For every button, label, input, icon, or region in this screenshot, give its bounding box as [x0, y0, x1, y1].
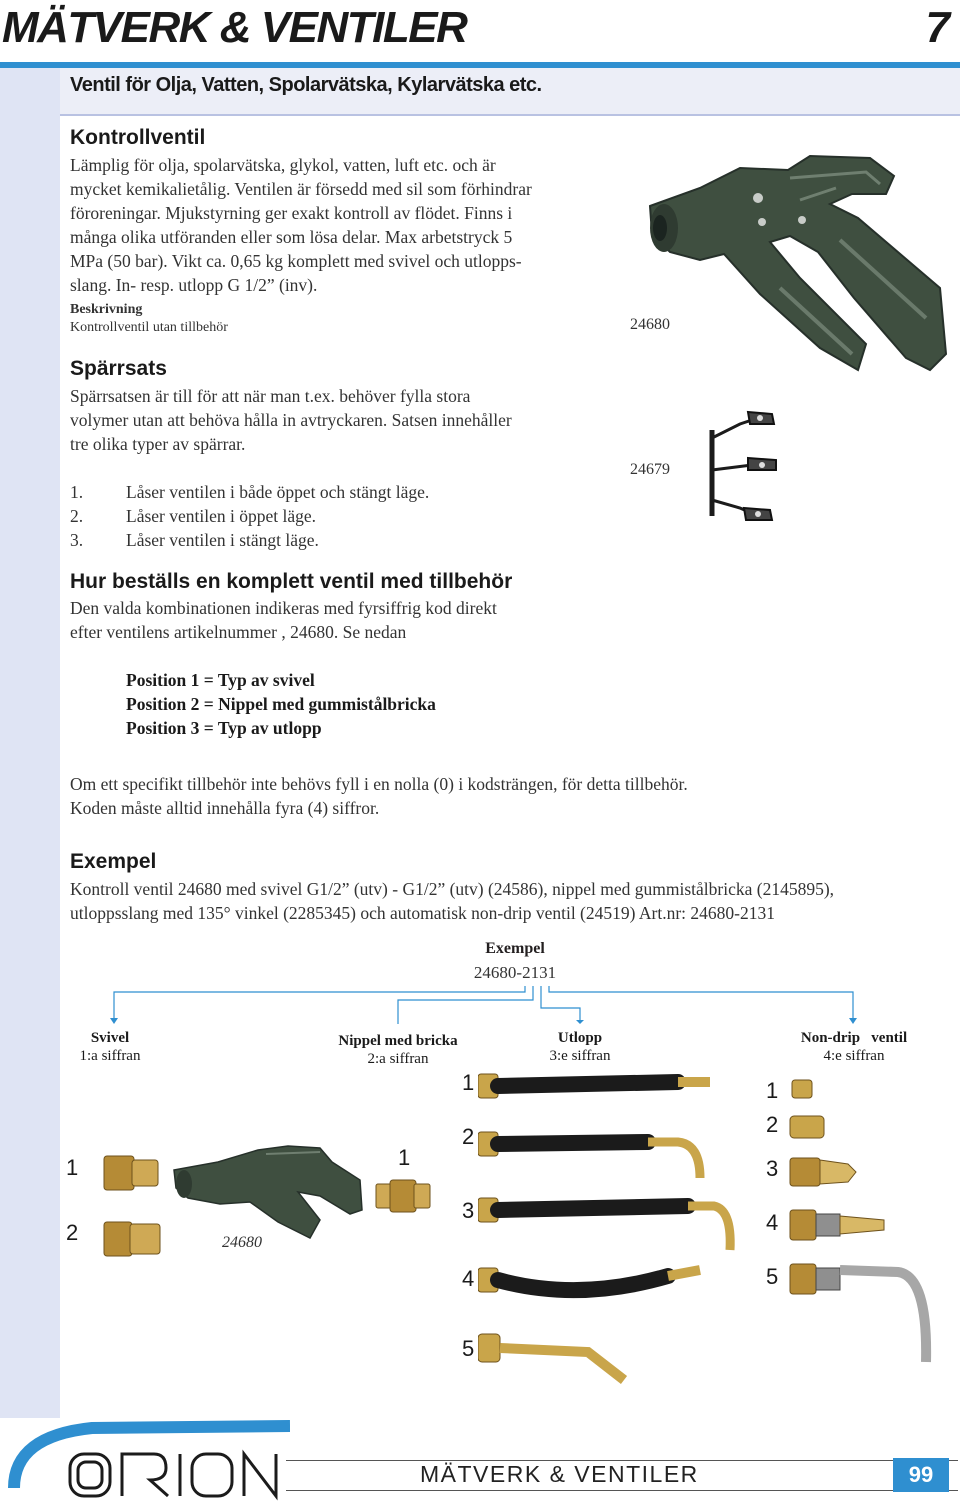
nondrip-digit-2: 2	[766, 1112, 779, 1137]
list-item: 1. Låser ventilen i både öppet och stängt läge.	[70, 482, 430, 502]
page-number: 99	[893, 1458, 949, 1492]
position-line: Position 2 = Nippel med gummistålbricka	[126, 694, 436, 714]
text-line: Om ett specifikt tillbehör inte behövs fyll i en nolla (0) i kodsträngen, för detta tillbehör.	[70, 774, 688, 794]
kontrollventil-text	[70, 153, 630, 297]
svivel-fittings-image	[100, 1150, 166, 1260]
control-valve-image	[640, 148, 952, 382]
column-nondrip: Non-drip ventil 4:e siffran	[800, 1030, 908, 1064]
order-text	[70, 596, 630, 644]
position-list	[126, 668, 436, 740]
svivel-digit-2: 2	[66, 1220, 79, 1245]
utlopp-digit-5: 5	[462, 1336, 475, 1361]
product-code-24680: 24680	[630, 316, 670, 333]
chapter-number: 7	[925, 3, 950, 52]
text-line: Lämplig för olja, spolarvätska, glykol, vatten, luft etc. och är	[70, 155, 496, 175]
text-line: MPa (50 bar). Vikt ca. 0,65 kg komplett med svivel och utlopps-	[70, 251, 522, 271]
diagram-code: 24680-2131	[473, 963, 557, 982]
utlopp-digit-3: 3	[462, 1198, 475, 1223]
position-line: Position 1 = Typ av svivel	[126, 670, 315, 690]
page-subtitle: Ventil för Olja, Vatten, Spolarvätska, Kylarvätska etc.	[70, 74, 542, 96]
nondrip-digit-4: 4	[766, 1210, 779, 1235]
svivel-digit-1: 1	[66, 1155, 79, 1180]
text-line: Den valda kombinationen indikeras med fyrsiffrig kod direkt	[70, 598, 497, 618]
left-sidebar-band	[0, 68, 60, 1418]
text-line: Koden måste alltid innehålla fyra (4) siffror.	[70, 798, 380, 818]
nondrip-digit-5: 5	[766, 1264, 779, 1289]
utlopp-hoses-image	[478, 1066, 740, 1384]
position-line: Position 3 = Typ av utlopp	[126, 718, 322, 738]
nippel-digit-1: 1	[398, 1145, 411, 1170]
text-line: utloppsslang med 135° vinkel (2285345) och automatisk non-drip ventil (24519) Art.nr: 24680-2131	[70, 903, 775, 923]
sparrsats-list	[70, 480, 429, 552]
utlopp-digit-1: 1	[462, 1070, 475, 1095]
sparrsats-text	[70, 384, 630, 456]
nippel-image	[374, 1176, 434, 1216]
example-valve-code: 24680	[222, 1234, 262, 1251]
kontrollventil-heading: Kontrollventil	[70, 126, 206, 149]
sparrsats-heading: Spärrsats	[70, 357, 167, 380]
beskrivning-value: Kontrollventil utan tillbehör	[70, 320, 228, 335]
nondrip-digit-1: 1	[766, 1078, 779, 1103]
order-note	[70, 772, 950, 820]
nondrip-valves-image	[788, 1072, 948, 1372]
column-utlopp: Utlopp 3:e siffran	[549, 1030, 611, 1064]
diagram-label: Exempel	[485, 940, 545, 957]
orion-logo	[0, 1418, 290, 1505]
utlopp-digit-2: 2	[462, 1124, 475, 1149]
text-line: volymer utan att behöva hålla in avtryckaren. Satsen innehåller	[70, 410, 512, 430]
text-line: tre olika typer av spärrar.	[70, 434, 246, 454]
list-item: 2. Låser ventilen i öppet läge.	[70, 506, 316, 526]
nondrip-digit-3: 3	[766, 1156, 779, 1181]
exempel-heading: Exempel	[70, 850, 157, 873]
page-header-title: MÄTVERK & VENTILER	[2, 3, 467, 52]
column-svivel: Svivel 1:a siffran	[79, 1030, 141, 1064]
text-line: mycket kemikalietålig. Ventilen är försedd med sil som förhindrar	[70, 179, 532, 199]
beskrivning-label: Beskrivning	[70, 302, 143, 317]
diagram-connectors	[100, 984, 870, 1024]
utlopp-digit-4: 4	[462, 1266, 475, 1291]
text-line: många olika utföranden eller som lösa delar. Max arbetstryck 5	[70, 227, 513, 247]
text-line: föroreningar. Mjukstyrning ger exakt kontroll av flödet. Finns i	[70, 203, 513, 223]
text-line: slang. In- resp. utlopp G 1/2” (inv).	[70, 275, 318, 295]
text-line: Spärrsatsen är till för att när man t.ex. behöver fylla stora	[70, 386, 471, 406]
lock-kit-image	[700, 408, 800, 528]
example-valve-image	[170, 1140, 370, 1244]
product-code-24679: 24679	[630, 461, 670, 478]
footer-section: MÄTVERK & VENTILER	[420, 1461, 699, 1487]
subtitle-rule	[60, 114, 960, 116]
footer-rule-bottom	[286, 1490, 958, 1491]
list-item: 3. Låser ventilen i stängt läge.	[70, 530, 319, 550]
text-line: Kontroll ventil 24680 med svivel G1/2” (utv) - G1/2” (utv) (24586), nippel med gummistålbricka (2145895),	[70, 879, 835, 899]
exempel-text	[70, 877, 955, 925]
order-heading: Hur beställs en komplett ventil med tillbehör	[70, 570, 513, 593]
text-line: efter ventilens artikelnummer , 24680. Se nedan	[70, 622, 407, 642]
column-nippel: Nippel med bricka 2:a siffran	[338, 1033, 458, 1067]
